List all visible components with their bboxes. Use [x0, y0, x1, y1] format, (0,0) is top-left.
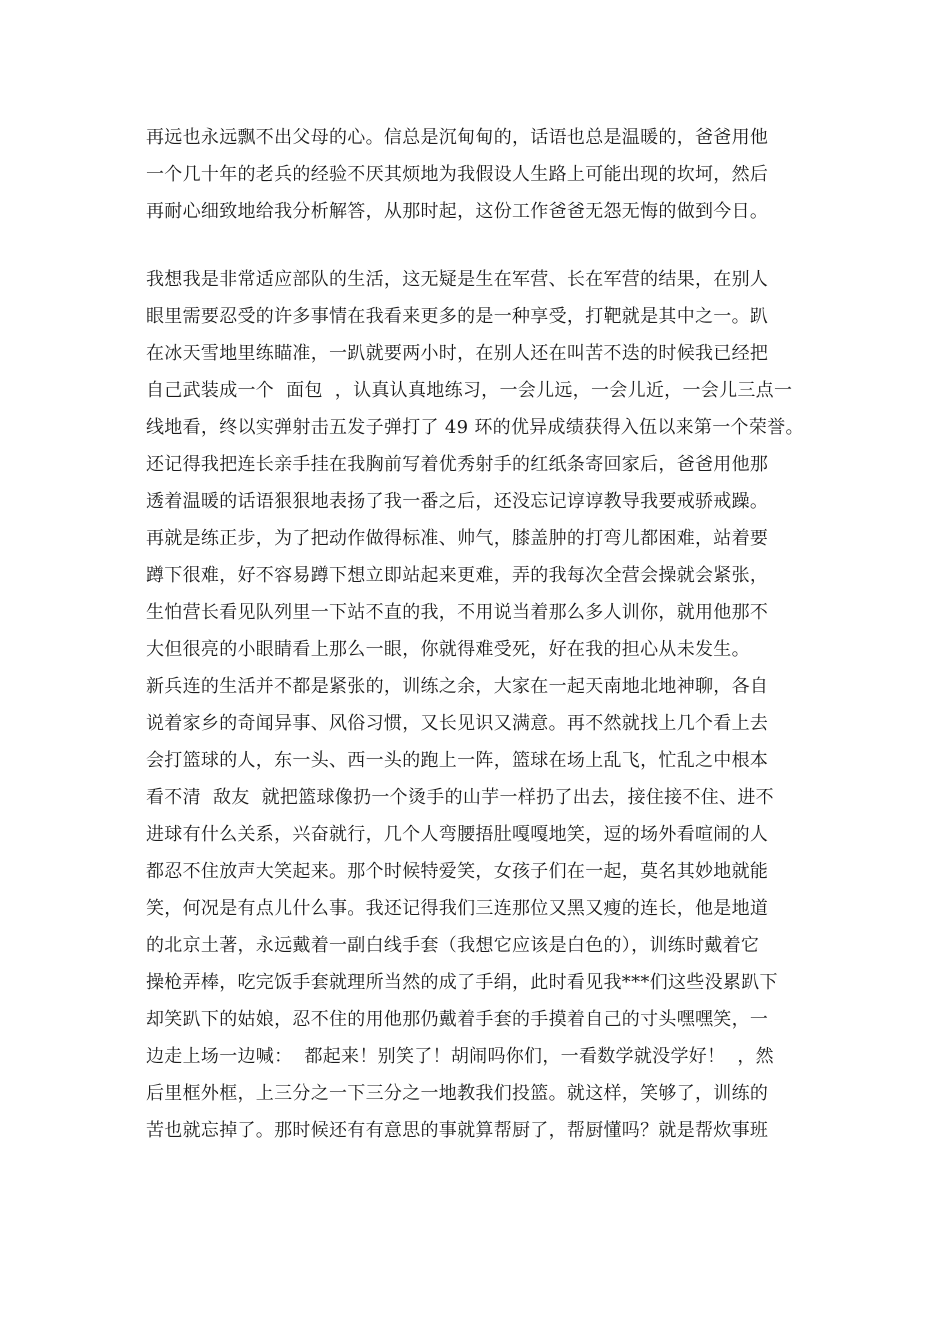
text-line: 我想我是非常适应部队的生活，这无疑是生在军营、长在军营的结果，在别人: [146, 269, 769, 290]
text-line: 操枪弄棒，吃完饭手套就理所当然的成了手绢，此时看见我***们这些没累趴下: [146, 972, 778, 993]
text-line: 会打篮球的人，东一头、西一头的跑上一阵，篮球在场上乱飞，忙乱之中根本: [146, 750, 769, 771]
text-line: 生怕营长看见队列里一下站不直的我，不用说当着那么多人训你，就用他那不: [146, 602, 769, 623]
text-line: 眼里需要忍受的许多事情在我看来更多的是一种享受，打靶就是其中之一。趴: [146, 306, 769, 327]
text-line: 进球有什么关系，兴奋就行，几个人弯腰捂肚嘎嘎地笑，逗的场外看喧闹的人: [146, 824, 769, 845]
text-line: 的北京土著，永远戴着一副白线手套（我想它应该是白色的），训练时戴着它: [146, 935, 760, 956]
text-line: 还记得我把连长亲手挂在我胸前写着优秀射手的红纸条寄回家后，爸爸用他那: [146, 454, 769, 475]
text-line: 线地看，终以实弹射击五发子弹打了 49 环的优异成绩获得入伍以来第一个荣誉。: [146, 417, 804, 438]
text-line: 都忍不住放声大笑起来。那个时候特爱笑，女孩子们在一起，莫名其妙地就能: [146, 861, 769, 882]
text-line: 边走上场一边喊： 都起来！别笑了！胡闹吗你们，一看数学就没学好！ ，然: [146, 1046, 774, 1067]
text-line: 却笑趴下的姑娘，忍不住的用他那仍戴着手套的手摸着自己的寸头嘿嘿笑，一: [146, 1009, 769, 1030]
text-line: 透着温暖的话语狠狠地表扬了我一番之后，还没忘记谆谆教导我要戒骄戒躁。: [146, 491, 769, 512]
text-line: 一个几十年的老兵的经验不厌其烦地为我假设人生路上可能出现的坎坷，然后: [146, 164, 769, 185]
text-line: 在冰天雪地里练瞄准，一趴就要两小时，在别人还在叫苦不迭的时候我已经把: [146, 343, 769, 364]
text-line: 笑，何况是有点儿什么事。我还记得我们三连那位又黑又瘦的连长，他是地道: [146, 898, 769, 919]
text-line: 再就是练正步，为了把动作做得标准、帅气，膝盖肿的打弯儿都困难，站着要: [146, 528, 769, 549]
text-line: 再远也永远飘不出父母的心。信总是沉甸甸的，话语也总是温暖的，爸爸用他: [146, 127, 769, 148]
text-line: 大但很亮的小眼睛看上那么一眼，你就得难受死，好在我的担心从未发生。: [146, 639, 750, 660]
text-line: 自己武装成一个 面包 ，认真认真地练习，一会儿远，一会儿近，一会儿三点一: [146, 380, 793, 401]
text-line: 看不清 敌友 就把篮球像扔一个烫手的山芋一样扔了出去，接住接不住、进不: [146, 787, 774, 808]
text-line: 苦也就忘掉了。那时候还有有意思的事就算帮厨了，帮厨懂吗？就是帮炊事班: [146, 1120, 769, 1141]
text-line: 再耐心细致地给我分析解答，从那时起，这份工作爸爸无怨无悔的做到今日。: [146, 201, 769, 222]
text-line: 说着家乡的奇闻异事、风俗习惯，又长见识又满意。再不然就找上几个看上去: [146, 713, 769, 734]
text-line: 后里框外框，上三分之一下三分之一地教我们投篮。就这样，笑够了，训练的: [146, 1083, 769, 1104]
text-line: 新兵连的生活并不都是紧张的，训练之余，大家在一起天南地北地神聊，各自: [146, 676, 769, 697]
text-line: 蹲下很难，好不容易蹲下想立即站起来更难，弄的我每次全营会操就会紧张，: [146, 565, 769, 586]
